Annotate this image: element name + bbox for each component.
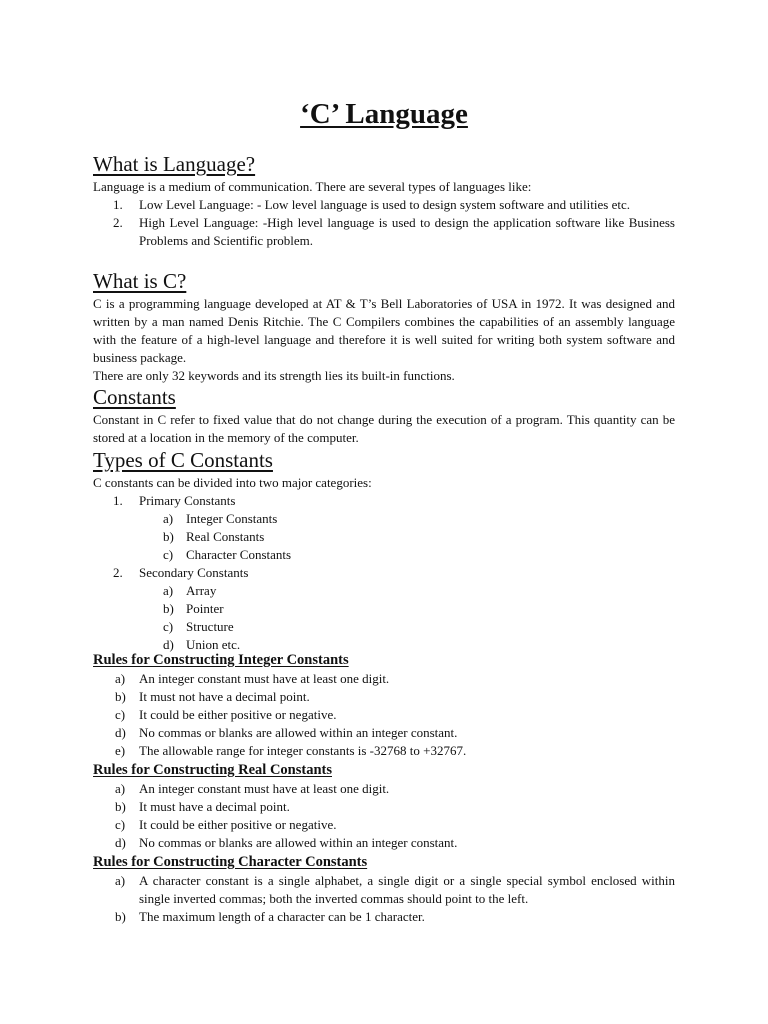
list-item xyxy=(93,528,675,546)
list-item xyxy=(93,908,675,926)
list-marker: a) xyxy=(115,671,126,686)
list-item-text: No commas or blanks are allowed within an integer constant. xyxy=(139,725,458,740)
numbered-list xyxy=(93,564,675,582)
list-item xyxy=(93,872,675,908)
list-item-text: Secondary Constants xyxy=(139,565,249,580)
list-item-text: It could be either positive or negative. xyxy=(139,707,337,722)
paragraph-note: There are only 32 keywords and its strength lies its built-in functions. xyxy=(93,368,455,383)
paragraph: C constants can be divided into two major categories: xyxy=(93,475,372,490)
list-item-text: Real Constants xyxy=(186,529,265,544)
sub-list xyxy=(93,582,675,654)
list-marker: b) xyxy=(163,601,174,616)
list-marker: b) xyxy=(115,689,126,704)
list-item-text: Integer Constants xyxy=(186,511,278,526)
paragraph: Language is a medium of communication. There are several types of languages like: xyxy=(93,179,532,194)
rules-list xyxy=(93,872,675,926)
list-marker: d) xyxy=(163,637,174,652)
section-what-is-c xyxy=(93,269,675,385)
list-marker: e) xyxy=(115,743,126,758)
list-item xyxy=(93,546,675,564)
page-title: ‘C’ Language xyxy=(300,98,468,130)
section-heading: Types of C Constants xyxy=(93,448,273,472)
subsection-heading: Rules for Constructing Real Constants xyxy=(93,762,332,778)
list-item xyxy=(93,510,675,528)
sub-list xyxy=(93,510,675,564)
list-marker: c) xyxy=(115,707,126,722)
list-item-text: Structure xyxy=(186,619,234,634)
rules-list xyxy=(93,670,675,760)
list-marker: c) xyxy=(163,619,174,634)
list-item xyxy=(93,742,675,760)
list-marker: b) xyxy=(115,909,126,924)
list-marker: 2. xyxy=(113,215,123,230)
numbered-list xyxy=(93,492,675,510)
list-item-text: An integer constant must have at least one digit. xyxy=(139,671,390,686)
rules-list xyxy=(93,780,675,852)
section-rules-character xyxy=(93,852,675,926)
list-item-text: An integer constant must have at least one digit. xyxy=(139,781,390,796)
list-item-text: Array xyxy=(186,583,217,598)
list-marker: a) xyxy=(163,511,174,526)
section-rules-real xyxy=(93,760,675,852)
section-types-of-constants xyxy=(93,448,675,654)
list-marker: c) xyxy=(115,817,126,832)
section-what-is-language xyxy=(93,152,675,250)
list-marker: c) xyxy=(163,547,174,562)
list-item-text: Character Constants xyxy=(186,547,292,562)
list-item-text: Low Level Language: - Low level language is used to design system software and utilities etc. xyxy=(139,197,630,212)
numbered-list xyxy=(93,196,675,250)
section-heading: What is C? xyxy=(93,269,187,293)
list-marker: a) xyxy=(115,781,126,796)
list-item xyxy=(93,724,675,742)
list-item-text: It must not have a decimal point. xyxy=(139,689,310,704)
list-marker: 1. xyxy=(113,197,123,212)
paragraph: Constant in C refer to fixed value that do not change during the execution of a program. This quantity can be stored at a location in the memory of the computer. xyxy=(93,412,675,445)
list-item xyxy=(93,670,675,688)
section-rules-integer xyxy=(93,650,675,760)
list-item xyxy=(93,834,675,852)
list-item xyxy=(93,688,675,706)
list-item xyxy=(93,582,675,600)
list-marker: a) xyxy=(163,583,174,598)
list-item-text: High Level Language: -High level language is used to design the application software like Business Problems and Scientific problem. xyxy=(139,215,675,248)
list-item-text: It must have a decimal point. xyxy=(139,799,290,814)
list-item xyxy=(93,706,675,724)
list-item xyxy=(93,196,675,214)
list-marker: 1. xyxy=(113,493,123,508)
list-item xyxy=(93,600,675,618)
list-item xyxy=(93,214,675,250)
list-item xyxy=(93,816,675,834)
list-item-text: Union etc. xyxy=(186,637,241,652)
subsection-heading: Rules for Constructing Character Constants xyxy=(93,854,368,870)
list-marker: a) xyxy=(115,873,126,888)
paragraph: C is a programming language developed at AT & T’s Bell Laboratories of USA in 1972. It was designed and written by a man named Denis Ritchie. The C Compilers combines the capabilities of an assembly language with the feature of a high-level language and therefore it is well suited for writing both system software and business package. xyxy=(93,296,675,365)
list-item-text: A character constant is a single alphabet, a single digit or a single special symbol enclosed within single inverted commas; both the inverted commas should point to the left. xyxy=(139,873,675,906)
list-marker: d) xyxy=(115,835,126,850)
section-heading: Constants xyxy=(93,385,176,409)
list-item xyxy=(93,798,675,816)
list-item-text: No commas or blanks are allowed within an integer constant. xyxy=(139,835,458,850)
list-item-secondary xyxy=(93,564,675,582)
list-item-text: The allowable range for integer constants is -32768 to +32767. xyxy=(139,743,467,758)
list-marker: b) xyxy=(115,799,126,814)
list-marker: d) xyxy=(115,725,126,740)
list-item-primary xyxy=(93,492,675,510)
list-item-text: Pointer xyxy=(186,601,224,616)
subsection-heading: Rules for Constructing Integer Constants xyxy=(93,652,349,668)
list-item-text: It could be either positive or negative. xyxy=(139,817,337,832)
list-item-text: The maximum length of a character can be 1 character. xyxy=(139,909,425,924)
list-marker: 2. xyxy=(113,565,123,580)
list-item xyxy=(93,780,675,798)
section-heading: What is Language? xyxy=(93,152,256,176)
list-item xyxy=(93,618,675,636)
section-constants xyxy=(93,385,675,447)
list-marker: b) xyxy=(163,529,174,544)
list-item-text: Primary Constants xyxy=(139,493,236,508)
